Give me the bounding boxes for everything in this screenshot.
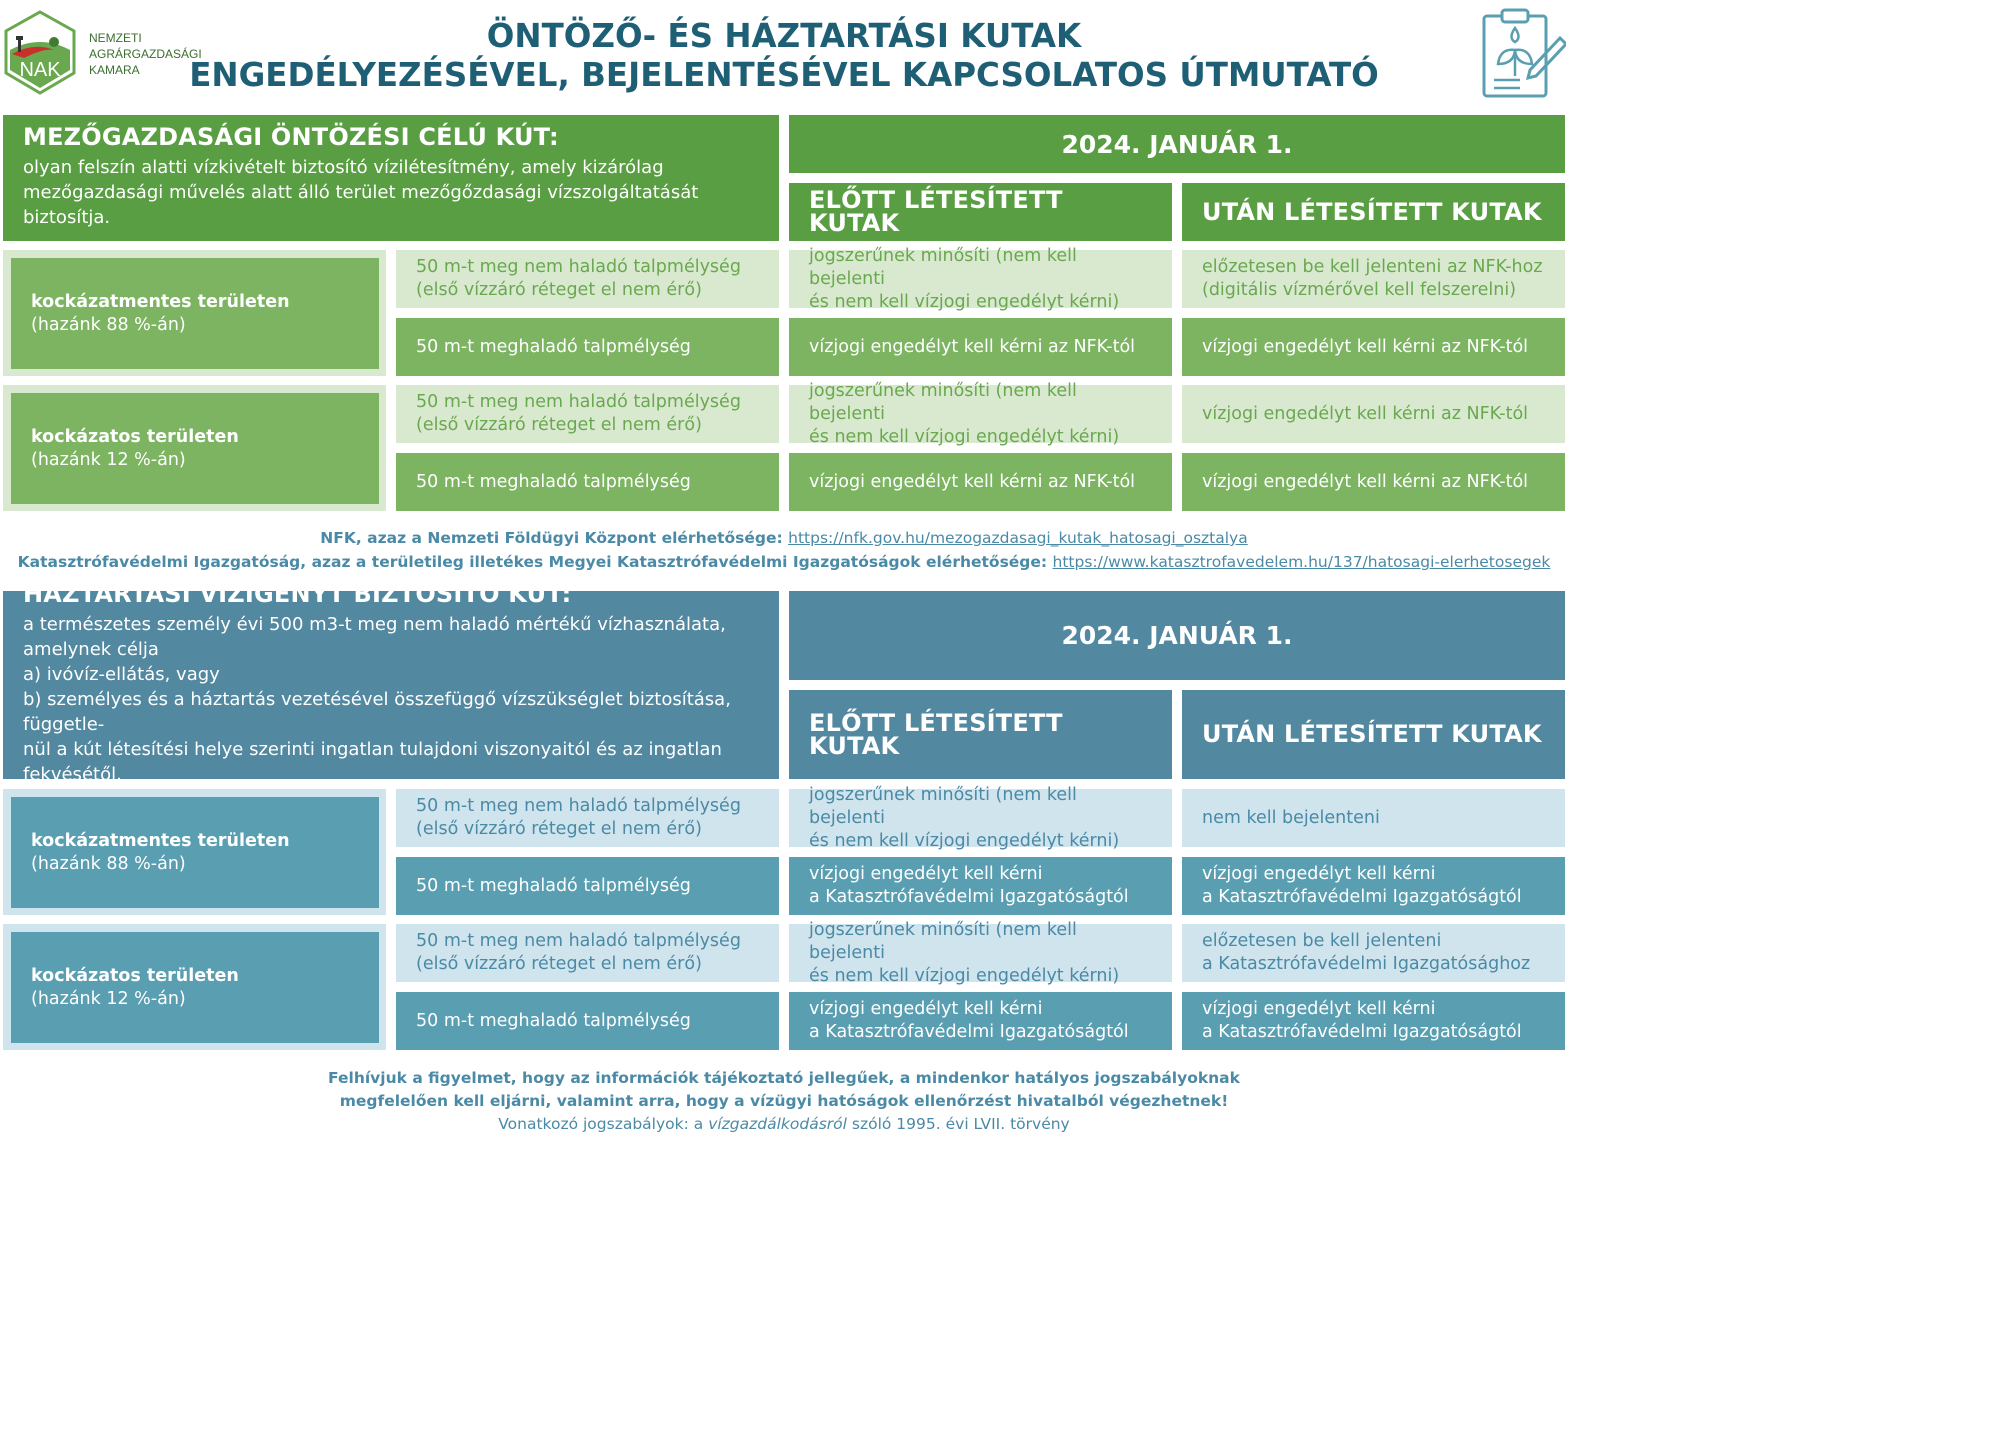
cell-line: előzetesen be kell jelenteni az NFK-hoz	[1202, 257, 1543, 277]
related-law	[0, 1113, 1568, 1136]
table-cell-before	[789, 318, 1172, 376]
household-col-before: ELŐTT LÉTESÍTETT KUTAK	[789, 690, 1172, 779]
cell-line: jogszerűnek minősíti (nem kell bejelenti	[809, 245, 1077, 289]
irrigation-group-risky-label	[11, 393, 379, 504]
disclaimer-line1: Felhívjuk a figyelmet, hogy az információk tájékoztató jellegűek, a mindenkor hatályos jogszabályoknak	[328, 1069, 1240, 1087]
cell-line: 50 m-t meg nem haladó talpmélység	[416, 796, 741, 816]
cell-line: a Katasztrófavédelmi Igazgatóságtól	[809, 1022, 1129, 1042]
table-cell-after	[1182, 385, 1565, 443]
cell-line: (első vízzáró réteget el nem érő)	[416, 954, 702, 974]
cell-line: jogszerűnek minősíti (nem kell bejelenti	[809, 919, 1077, 963]
page-title-line1: ÖNTÖZŐ- ÉS HÁZTARTÁSI KUTAK	[486, 17, 1082, 55]
contact-nfk-bold: NFK	[320, 529, 356, 547]
disclaimer	[0, 1067, 1568, 1113]
cell-line: 50 m-t meg nem haladó talpmélység	[416, 392, 741, 412]
table-cell-before	[789, 857, 1172, 915]
disclaimer-line2: megfelelően kell eljárni, valamint arra, hogy a vízügyi hatóságok ellenőrzést hivatalból végezhetnek!	[339, 1092, 1229, 1110]
group-label-sub: (hazánk 88 %-án)	[31, 314, 186, 335]
cell-line: és nem kell vízjogi engedélyt kérni)	[809, 291, 1120, 312]
irrigation-group-riskfree-label	[11, 258, 379, 369]
logo-abbr: NAK	[19, 59, 61, 81]
cell-line: vízjogi engedélyt kell kérni	[1202, 999, 1436, 1019]
cell-line: a Katasztrófavédelmi Igazgatóságtól	[1202, 887, 1522, 907]
cell-line: 50 m-t meg nem haladó talpmélység	[416, 257, 741, 277]
group-label-bold: kockázatmentes területen	[31, 291, 290, 312]
org-name-line1: NEMZETI	[89, 31, 142, 45]
org-name-line3: KAMARA	[89, 63, 140, 77]
household-col-after: UTÁN LÉTESÍTETT KUTAK	[1182, 690, 1565, 779]
irrigation-well-description: olyan felszín alatti vízkivételt biztosító vízilétesítmény, amely kizárólag mezőgazdasági művelés alatt álló terület mezőgőzdasági vízszolgáltatását biztosítja.	[23, 157, 699, 228]
table-cell-after	[1182, 924, 1565, 982]
cell-line: (első vízzáró réteget el nem érő)	[416, 819, 702, 839]
household-well-definition	[3, 580, 779, 785]
cell-line: és nem kell vízjogi engedélyt kérni)	[809, 830, 1120, 851]
page-title-line2: ENGEDÉLYEZÉSÉVEL, BEJELENTÉSÉVEL KAPCSOLATOS ÚTMUTATÓ	[189, 56, 1379, 94]
table-cell-depth	[396, 924, 779, 982]
table-cell-after	[1182, 318, 1565, 376]
cell-line: jogszerűnek minősíti (nem kell bejelenti	[809, 784, 1077, 828]
nfk-link[interactable]: https://nfk.gov.hu/mezogazdasagi_kutak_hatosagi_osztalya	[788, 529, 1248, 547]
table-cell-before	[789, 245, 1172, 312]
group-label-sub: (hazánk 12 %-án)	[31, 988, 186, 1009]
irrigation-date-header: 2024. JANUÁR 1.	[789, 115, 1565, 173]
cell-line: 50 m-t meg nem haladó talpmélység	[416, 931, 741, 951]
household-well-heading: HÁZTARTÁSI VÍZIGÉNYT BIZTOSÍTÓ KÚT:	[23, 580, 572, 608]
cell-line: a Katasztrófavédelmi Igazgatósághoz	[1202, 954, 1531, 974]
clipboard-leaf-icon	[1478, 4, 1566, 100]
household-group-riskfree-label	[11, 797, 379, 908]
table-cell-after	[1182, 992, 1565, 1050]
cell-line: (első vízzáró réteget el nem érő)	[416, 415, 702, 435]
household-date-header: 2024. JANUÁR 1.	[789, 591, 1565, 680]
cell-line: és nem kell vízjogi engedélyt kérni)	[809, 426, 1120, 447]
desc-line: b) személyes és a háztartás vezetésével összefüggő vízszükséglet biztosítása, függetle-	[23, 689, 731, 735]
irrigation-well-heading: MEZŐGAZDASÁGI ÖNTÖZÉSI CÉLÚ KÚT:	[23, 123, 559, 151]
table-cell-after	[1182, 250, 1565, 308]
table-cell-before	[789, 380, 1172, 447]
desc-line: a természetes személy évi 500 m3-t meg nem haladó mértékű vízhasználata,	[23, 614, 726, 635]
cell-line: (digitális vízmérővel kell felszerelni)	[1202, 280, 1517, 300]
table-cell-depth	[396, 857, 779, 915]
group-label-bold: kockázatmentes területen	[31, 830, 290, 851]
irrigation-col-before: ELŐTT LÉTESÍTETT KUTAK	[789, 183, 1172, 241]
household-group-risky-label	[11, 932, 379, 1043]
group-label-bold: kockázatos területen	[31, 965, 239, 986]
table-cell-after	[1182, 789, 1565, 847]
cell-line: vízjogi engedélyt kell kérni	[1202, 864, 1436, 884]
household-well-description	[23, 612, 759, 787]
org-name-line2: AGRÁRGAZDASÁGI	[89, 47, 202, 61]
cell-line: jogszerűnek minősíti (nem kell bejelenti	[809, 380, 1077, 424]
cell-line: vízjogi engedélyt kell kérni az NFK-tól	[1202, 471, 1529, 492]
contact-katasztrofavedelem	[0, 551, 1568, 574]
contact-kat-bold: Katasztrófavédelmi Igazgatóság	[17, 553, 301, 571]
table-cell-before	[789, 784, 1172, 851]
cell-line: vízjogi engedélyt kell kérni az NFK-tól	[1202, 403, 1529, 424]
cell-line: előzetesen be kell jelenteni	[1202, 931, 1442, 951]
irrigation-well-definition	[3, 115, 779, 241]
table-cell-depth	[396, 992, 779, 1050]
desc-line: nül a kút létesítési helye szerinti ingatlan tulajdoni viszonyaitól és az ingatlan fekvésétől.	[23, 739, 722, 785]
cell-line: a Katasztrófavédelmi Igazgatóságtól	[809, 887, 1129, 907]
cell-line: nem kell bejelenteni	[1202, 807, 1380, 828]
table-cell-before	[789, 453, 1172, 511]
katasztrofavedelem-link[interactable]: https://www.katasztrofavedelem.hu/137/hatosagi-elerhetosegek	[1052, 553, 1551, 571]
cell-line: 50 m-t meghaladó talpmélység	[416, 875, 691, 896]
cell-line: 50 m-t meghaladó talpmélység	[416, 471, 691, 492]
cell-line: 50 m-t meghaladó talpmélység	[416, 336, 691, 357]
cell-line: a Katasztrófavédelmi Igazgatóságtól	[1202, 1022, 1522, 1042]
cell-line: vízjogi engedélyt kell kérni	[809, 999, 1043, 1019]
table-cell-after	[1182, 453, 1565, 511]
table-cell-depth	[396, 453, 779, 511]
contact-nfk-text: , azaz a Nemzeti Földügyi Központ elérhetősége:	[355, 529, 789, 547]
group-label-sub: (hazánk 88 %-án)	[31, 853, 186, 874]
desc-line: amelynek célja	[23, 639, 159, 660]
table-cell-depth	[396, 385, 779, 443]
desc-line: a) ivóvíz-ellátás, vagy	[23, 664, 220, 685]
cell-line: vízjogi engedélyt kell kérni az NFK-tól	[809, 336, 1136, 357]
contact-nfk	[0, 527, 1568, 550]
group-label-sub: (hazánk 12 %-án)	[31, 449, 186, 470]
cell-line: 50 m-t meghaladó talpmélység	[416, 1010, 691, 1031]
group-label-bold: kockázatos területen	[31, 426, 239, 447]
law-suffix: szóló 1995. évi LVII. törvény	[846, 1115, 1070, 1133]
table-cell-before	[789, 919, 1172, 986]
cell-line: vízjogi engedélyt kell kérni	[809, 864, 1043, 884]
table-cell-before	[789, 992, 1172, 1050]
irrigation-col-after: UTÁN LÉTESÍTETT KUTAK	[1182, 183, 1565, 241]
page-title	[0, 17, 1568, 95]
law-italic: vízgazdálkodásról	[708, 1115, 847, 1133]
table-cell-after	[1182, 857, 1565, 915]
cell-line: (első vízzáró réteget el nem érő)	[416, 280, 702, 300]
contact-kat-text: , azaz a területileg illetékes Megyei Katasztrófavédelmi Igazgatóságok elérhetősége:	[300, 553, 1053, 571]
cell-line: vízjogi engedélyt kell kérni az NFK-tól	[1202, 336, 1529, 357]
table-cell-depth	[396, 318, 779, 376]
cell-line: vízjogi engedélyt kell kérni az NFK-tól	[809, 471, 1136, 492]
table-cell-depth	[396, 789, 779, 847]
cell-line: és nem kell vízjogi engedélyt kérni)	[809, 965, 1120, 986]
table-cell-depth	[396, 250, 779, 308]
law-prefix: Vonatkozó jogszabályok: a	[498, 1115, 709, 1133]
